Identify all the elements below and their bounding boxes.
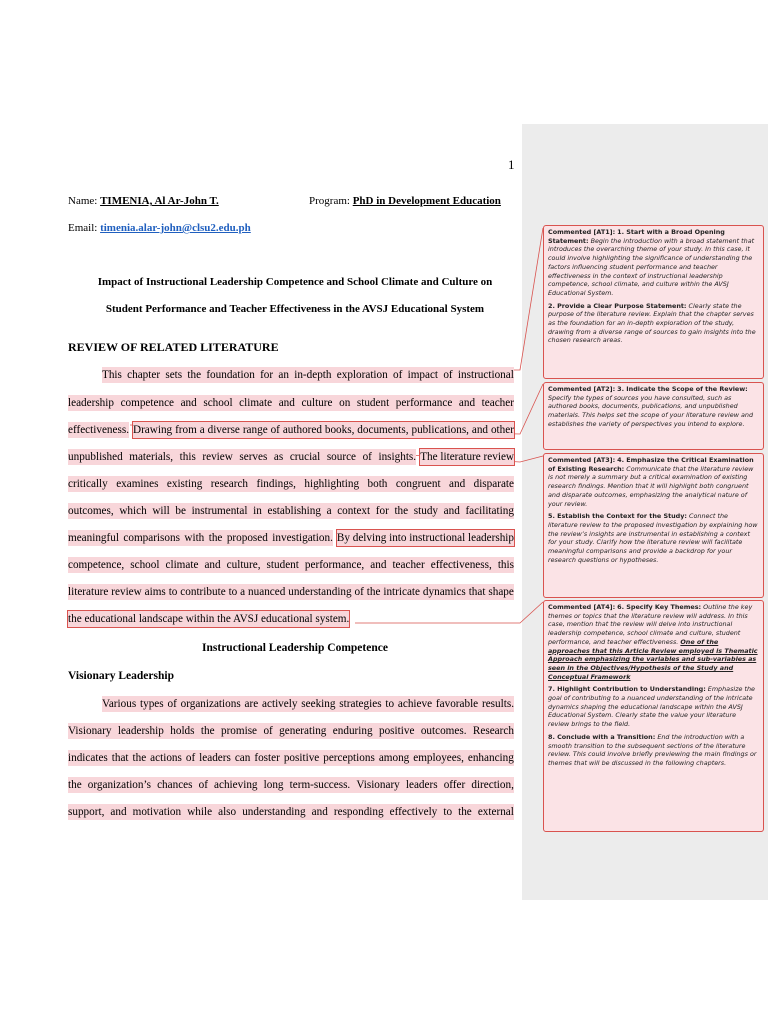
word: strategies <box>339 698 382 710</box>
p1-line-6-text <box>68 503 514 519</box>
subheading-instructional-leadership: Instructional Leadership Competence <box>202 642 388 654</box>
word: unpublished <box>68 451 123 463</box>
word: and <box>110 806 127 818</box>
word: climate <box>165 559 199 571</box>
p2-line-4 <box>68 777 514 793</box>
program-row <box>309 195 501 207</box>
word: to <box>385 698 395 710</box>
program-label: Program: <box>309 195 350 207</box>
word: understanding <box>288 586 352 598</box>
word: competence <box>120 397 174 409</box>
word: and <box>471 424 489 436</box>
p2-line-5-text <box>68 804 514 820</box>
subheading-visionary-leadership: Visionary Leadership <box>68 670 174 682</box>
word: can <box>234 752 251 764</box>
word: to <box>443 806 453 818</box>
name-value: TIMENIA, Al Ar-John T. <box>100 195 219 207</box>
p1-line-10 <box>68 611 514 627</box>
word: Drawing <box>133 424 173 436</box>
word: actively <box>262 698 298 710</box>
word: chapter <box>127 369 161 381</box>
word: existing <box>166 478 203 490</box>
word: exploration <box>336 369 388 381</box>
p1-line-1-text <box>102 367 514 383</box>
word: Research <box>472 725 514 737</box>
comment-at2[interactable] <box>543 382 764 450</box>
word: teacher <box>481 397 514 409</box>
comment-at2-item-1: Commented [AT2]: 3. Indicate the Scope of the Review: Specify the types of sources you have consulted, such as authored books, documents, publications, and unpublished materials. This helps set the scope of your literature review and establishes the variety of perspectives you intend to explore. <box>548 385 754 428</box>
word: that <box>111 752 129 764</box>
page-number: 1 <box>508 157 515 172</box>
word: offer <box>443 779 466 791</box>
word: organizations <box>180 698 241 710</box>
word: foundation <box>206 369 255 381</box>
word: comparisons <box>123 532 180 544</box>
word: the <box>458 806 472 818</box>
word: the <box>132 752 147 764</box>
word: outcomes, <box>68 505 114 517</box>
word: both <box>367 478 388 490</box>
word: while <box>187 806 213 818</box>
word: of <box>270 424 280 436</box>
word: the <box>68 779 82 791</box>
p1-line-9-text <box>68 584 514 600</box>
word: organization’s <box>87 779 151 791</box>
word: holds <box>170 725 195 737</box>
word: This <box>102 369 122 381</box>
word: this <box>497 559 514 571</box>
p2-line-2-text <box>68 723 514 739</box>
comment-at1-item-1: Commented [AT1]: 1. Start with a Broad Opening Statement: Begin the introduction with a broad statement that introduces the overarching theme of your study. In this case, it could involve highlighting the significance of understanding the factors influencing student performance and teacher effectiveness in the context of instructional leadership competence, school climate, and culture within the AVSJ Educational System. <box>548 228 755 297</box>
word: performance, <box>304 559 365 571</box>
word: culture, <box>226 559 261 571</box>
word: the <box>366 586 381 598</box>
word: of <box>354 586 364 598</box>
word: actions <box>150 752 182 764</box>
email-row <box>68 222 251 234</box>
word: proposed <box>226 532 268 544</box>
word: crucial <box>289 451 321 463</box>
word: findings, <box>256 478 296 490</box>
comment-at3-item-1: Commented [AT3]: 4. Emphasize the Critical Examination of Existing Research: Communicate that the literature review is not merely a summary but a critical examination of existing research findings. Mention that it will highlight both congruent and disparate outcomes, emphasizing the analytical nature of your review. <box>548 456 754 508</box>
comment-at4-item-1: Commented [AT4]: 6. Specify Key Themes: Outline the key themes or topics that the literature review will address. In this case, mention that the review will delve into instructional leadership competence, school climate and culture, student performance, and teacher effectiveness. One of the approaches that this Article Review employed is Thematic Approach emphasizing the variables and sub-variables as seen in the Objectives/Hypothesis of the Study and Conceptual Framework <box>548 603 758 681</box>
word: materials, <box>129 451 174 463</box>
p1-line-3-b <box>133 422 514 438</box>
word: sets <box>165 369 183 381</box>
p2-line-3 <box>68 750 514 766</box>
word: leadership <box>68 397 114 409</box>
word: the <box>200 725 215 737</box>
word: support, <box>68 806 105 818</box>
word: other <box>490 424 514 436</box>
word: to <box>168 586 178 598</box>
word: employees, <box>413 752 464 764</box>
p1-line-4 <box>68 449 514 465</box>
word: investigation. <box>272 532 333 544</box>
word: dynamics <box>422 586 466 598</box>
comment-at4-item-3: 8. Conclude with a Transition: End the introduction with a smooth transition to the subsequent sections of the literature review. This could involve briefly previewing the main findings or themes that will be discussed in the following chapters. <box>548 732 757 767</box>
word: with <box>184 532 205 544</box>
word: documents, <box>357 424 409 436</box>
word: impact <box>407 369 439 381</box>
program-value: PhD in Development Education <box>352 195 501 207</box>
word: are <box>244 698 259 710</box>
word: understanding <box>242 806 306 818</box>
word: of <box>362 451 372 463</box>
word: the <box>394 505 409 517</box>
word: achieve <box>397 698 433 710</box>
word: range <box>242 424 268 436</box>
word: an <box>278 369 289 381</box>
p1-line-4-a <box>68 449 416 465</box>
word: perceptions <box>323 752 375 764</box>
word: leadership <box>117 725 164 737</box>
word: instrumental <box>191 505 248 517</box>
word: student <box>356 397 390 409</box>
p1-line-1 <box>68 367 514 383</box>
p1-line-7-a <box>68 530 333 546</box>
word: intricate <box>383 586 420 598</box>
word: be <box>175 505 186 517</box>
p1-line-2-text <box>68 395 514 411</box>
word: school <box>130 559 160 571</box>
p1-line-3-a: effectiveness. <box>68 424 129 436</box>
word: examines <box>116 478 159 490</box>
word: generating <box>279 725 327 737</box>
comment-at4-item-2: 7. Highlight Contribution to Understanding: Emphasize the goal of contributing to a nuanced understanding of the intricate dynamics shaping the educational landscape within the AVSJ Educational System. Clearly state the value your literature review brings to the field. <box>548 685 755 729</box>
word: the <box>208 532 223 544</box>
word: and <box>311 806 328 818</box>
word: positive <box>283 752 320 764</box>
word: on <box>339 397 351 409</box>
word: types <box>140 698 164 710</box>
word: source <box>326 451 357 463</box>
p1-line-7-b: By delving into instructional leadership <box>336 532 514 544</box>
p2-line-3-text <box>68 750 514 766</box>
word: of <box>185 752 196 764</box>
title-line-1: Impact of Instructional Leadership Competence and School Climate and Culture on <box>97 276 493 288</box>
word: a <box>199 424 205 436</box>
word: in <box>253 505 262 517</box>
word: enhancing <box>467 752 514 764</box>
word: student <box>266 559 299 571</box>
word: a <box>240 586 246 598</box>
p1-line-5 <box>68 476 514 492</box>
word: Visionary <box>68 725 112 737</box>
word: and <box>443 505 460 517</box>
word: external <box>477 806 514 818</box>
p1-line-8-text <box>68 557 514 573</box>
word: outcomes. <box>420 725 467 737</box>
word: review <box>202 451 233 463</box>
word: critically <box>68 478 108 490</box>
word: to <box>228 586 238 598</box>
word: publications, <box>411 424 469 436</box>
word: serves <box>239 451 268 463</box>
word: authored <box>282 424 322 436</box>
word: long <box>263 779 284 791</box>
word: instructional <box>457 369 514 381</box>
word: also <box>218 806 237 818</box>
word: meaningful <box>68 532 119 544</box>
word: Visionary <box>356 779 400 791</box>
email-label: Email: <box>68 222 98 234</box>
word: effectively <box>389 806 438 818</box>
word: disparate <box>473 478 514 490</box>
word: seeking <box>301 698 336 710</box>
word: establishing <box>267 505 321 517</box>
p1-line-4-b: The literature review <box>420 451 514 463</box>
comment-at3-item-2: 5. Establish the Context for the Study: Connect the literature review to the proposed investigation by explaining how the review’s insights are instrumental in establishing a context for your study. Clarify how the literature review will facilitate meaningful comparisons and provide a backdrop for your research questions or hypotheses. <box>548 512 758 564</box>
word: contribute <box>180 586 226 598</box>
p2-line-2 <box>68 723 514 739</box>
word: insights. <box>378 451 417 463</box>
word: competence, <box>68 559 125 571</box>
word: achieving <box>214 779 258 791</box>
word: of <box>167 698 177 710</box>
word: leaders <box>405 779 438 791</box>
word: favorable <box>435 698 479 710</box>
word: diverse <box>207 424 240 436</box>
word: and <box>370 559 387 571</box>
word: effectiveness, <box>430 559 492 571</box>
word: facilitating <box>465 505 514 517</box>
word: responding <box>333 806 384 818</box>
word: enduring <box>332 725 373 737</box>
p1-line-10-text: the educational landscape within the AVSJ educational system. <box>68 613 350 625</box>
word: congruent <box>395 478 441 490</box>
word: for <box>260 369 274 381</box>
word: direction, <box>471 779 514 791</box>
word: review <box>111 586 142 598</box>
p1-line-2 <box>68 395 514 411</box>
p2-line-1-text <box>102 696 514 712</box>
word: of <box>443 369 453 381</box>
section-heading: REVIEW OF RELATED LITERATURE <box>68 340 279 354</box>
word: aims <box>144 586 166 598</box>
word: of <box>393 369 403 381</box>
word: literature <box>68 586 109 598</box>
p1-line-3 <box>68 422 514 438</box>
word: the <box>187 369 202 381</box>
word: and <box>278 397 295 409</box>
word: books, <box>324 424 355 436</box>
comment-at1-item-2: 2. Provide a Clear Purpose Statement: Clearly state the purpose of the literature review. Explain that the chapter serves as the foundation for an in-depth exploration of the study, drawing from a diverse range of sources to gain insights into the chosen research areas. <box>548 301 756 345</box>
word: context <box>337 505 371 517</box>
word: teacher <box>392 559 425 571</box>
word: will <box>152 505 170 517</box>
title-line-2: Student Performance and Teacher Effectiveness in the AVSJ Educational System <box>105 303 485 315</box>
word: positive <box>378 725 415 737</box>
word: culture <box>301 397 333 409</box>
word: among <box>378 752 410 764</box>
comment-at4[interactable] <box>543 600 764 832</box>
word: which <box>119 505 147 517</box>
email-link[interactable]: timenia.alar-john@clsu2.edu.ph <box>100 222 251 234</box>
word: and <box>449 478 466 490</box>
word: of <box>198 779 208 791</box>
word: and <box>204 559 221 571</box>
word: from <box>175 424 197 436</box>
p1-line-5-text <box>68 476 514 492</box>
word: performance <box>395 397 453 409</box>
word: a <box>326 505 332 517</box>
comment-at3[interactable] <box>543 453 764 598</box>
name-label: Name: <box>68 195 98 207</box>
p2-line-4-text <box>68 777 514 793</box>
p1-line-8 <box>68 557 514 573</box>
word: of <box>263 725 273 737</box>
word: leaders <box>199 752 231 764</box>
p1-line-7 <box>68 530 514 546</box>
p2-line-5 <box>68 804 514 820</box>
word: chances <box>157 779 193 791</box>
p1-line-9 <box>68 584 514 600</box>
word: and <box>180 397 197 409</box>
word: in-depth <box>294 369 332 381</box>
p1-line-6 <box>68 503 514 519</box>
word: as <box>273 451 284 463</box>
word: Various <box>102 698 137 710</box>
word: indicates <box>68 752 108 764</box>
word: shape <box>488 586 514 598</box>
name-row <box>68 195 219 207</box>
word: highlighting <box>304 478 360 490</box>
word: motivation <box>132 806 182 818</box>
word: for <box>375 505 389 517</box>
word: research <box>210 478 249 490</box>
word: nuanced <box>248 586 286 598</box>
word: this <box>179 451 196 463</box>
word: foster <box>254 752 280 764</box>
word: term-success. <box>289 779 351 791</box>
p2-line-1 <box>68 696 514 712</box>
comment-at1[interactable] <box>543 225 764 379</box>
word: climate <box>239 397 273 409</box>
word: and <box>458 397 476 409</box>
word: results. <box>481 698 514 710</box>
word: promise <box>220 725 258 737</box>
word: that <box>468 586 486 598</box>
word: school <box>203 397 233 409</box>
word: study <box>413 505 439 517</box>
